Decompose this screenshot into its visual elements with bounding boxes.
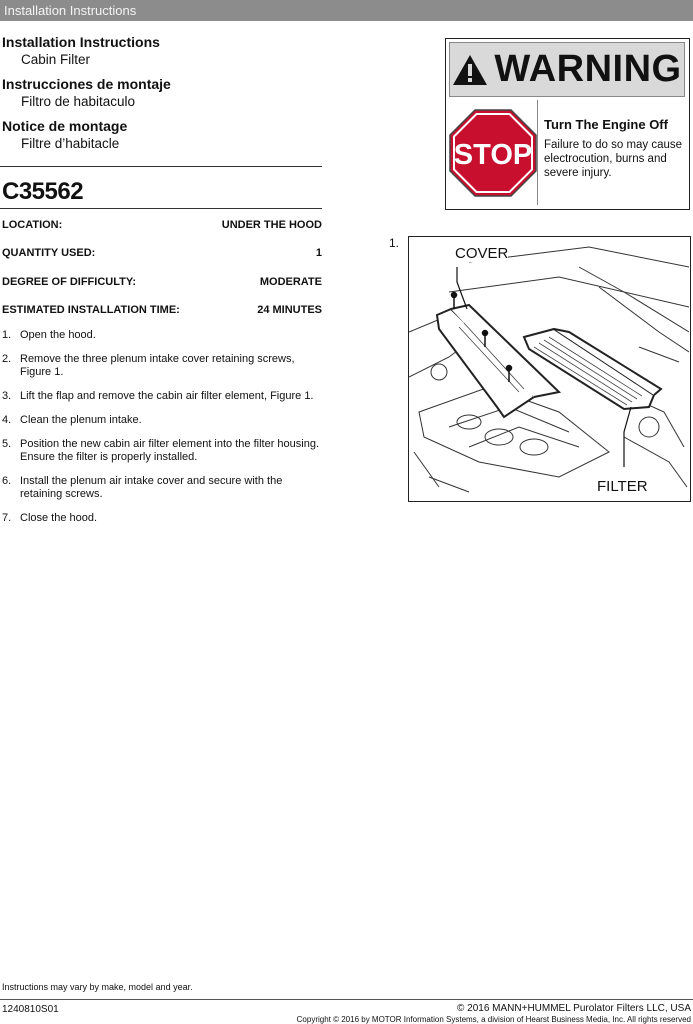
step-number: 3. [2, 390, 12, 402]
document-code: 1240810S01 [2, 1004, 59, 1015]
step-item [2, 329, 327, 342]
step-text: Close the hood. [20, 512, 98, 524]
divider [0, 166, 322, 167]
warning-box [445, 38, 690, 210]
figure-1 [408, 236, 691, 502]
step-number: 6. [2, 475, 12, 487]
spec-label: ESTIMATED INSTALLATION TIME: [2, 304, 180, 316]
warning-heading: WARNING [494, 48, 682, 90]
spec-label: DEGREE OF DIFFICULTY: [2, 276, 137, 288]
footer-divider [0, 999, 693, 1000]
warning-body [449, 100, 685, 205]
spec-value: UNDER THE HOOD [221, 219, 322, 231]
step-text: Install the plenum air intake cover and secure with the retaining screws. [20, 475, 283, 500]
step-item [2, 390, 327, 403]
step-number: 1. [2, 329, 12, 341]
spec-row-quantity [2, 247, 322, 259]
stop-sign-icon [449, 100, 538, 205]
step-item [2, 353, 327, 379]
step-number: 4. [2, 414, 12, 426]
engine-bay-illustration [409, 237, 689, 500]
spec-value: 1 [315, 247, 322, 259]
cover-label: COVER [455, 245, 509, 262]
step-item [2, 438, 327, 464]
stop-text: STOP [453, 138, 533, 171]
step-item [2, 475, 327, 501]
spec-row-location [2, 219, 322, 231]
subtitle-fr: Filtre d’habitacle [21, 136, 120, 151]
step-text: Clean the plenum intake. [20, 414, 142, 426]
copyright-line-2: Copyright © 2016 by MOTOR Information Systems, a division of Hearst Business Media, Inc. All rights reserved [296, 1015, 691, 1024]
spec-label: LOCATION: [2, 219, 63, 231]
title-fr: Notice de montage [2, 118, 128, 134]
step-text: Position the new cabin air filter element into the filter housing. Ensure the filter is properly installed. [20, 438, 319, 463]
step-text: Remove the three plenum intake cover retaining screws, Figure 1. [20, 353, 295, 378]
divider [0, 208, 322, 209]
title-es: Instrucciones de montaje [2, 76, 171, 92]
step-number: 2. [2, 353, 12, 365]
step-item [2, 512, 327, 525]
subtitle-es: Filtro de habitaculo [21, 94, 136, 109]
spec-row-difficulty [2, 276, 322, 288]
filter-label: FILTER [597, 478, 648, 495]
step-number: 5. [2, 438, 12, 450]
subtitle-en: Cabin Filter [21, 52, 91, 67]
title-block [2, 34, 171, 160]
step-item [2, 414, 327, 427]
title-en: Installation Instructions [2, 34, 160, 50]
step-text: Open the hood. [20, 329, 96, 341]
spec-row-time [2, 304, 322, 316]
copyright-line: © 2016 MANN+HUMMEL Purolator Filters LLC, USA [456, 1003, 691, 1014]
step-text: Lift the flap and remove the cabin air filter element, Figure 1. [20, 390, 314, 402]
header-title: Installation Instructions [4, 3, 137, 18]
spec-value: MODERATE [259, 276, 322, 288]
warning-header [449, 42, 685, 97]
header-bar [0, 0, 693, 21]
part-number: C35562 [2, 178, 84, 205]
instruction-steps [2, 329, 327, 536]
spec-value: 24 MINUTES [257, 304, 322, 316]
footnote: Instructions may vary by make, model and year. [2, 982, 193, 992]
warning-triangle-icon [452, 54, 488, 86]
warning-title: Turn The Engine Off [544, 117, 668, 132]
figure-number: 1. [389, 236, 400, 250]
warning-message-block [538, 100, 685, 205]
step-number: 7. [2, 512, 12, 524]
spec-label: QUANTITY USED: [2, 247, 96, 259]
warning-message: Failure to do so may cause electrocution, burns and severe injury. [544, 139, 683, 179]
